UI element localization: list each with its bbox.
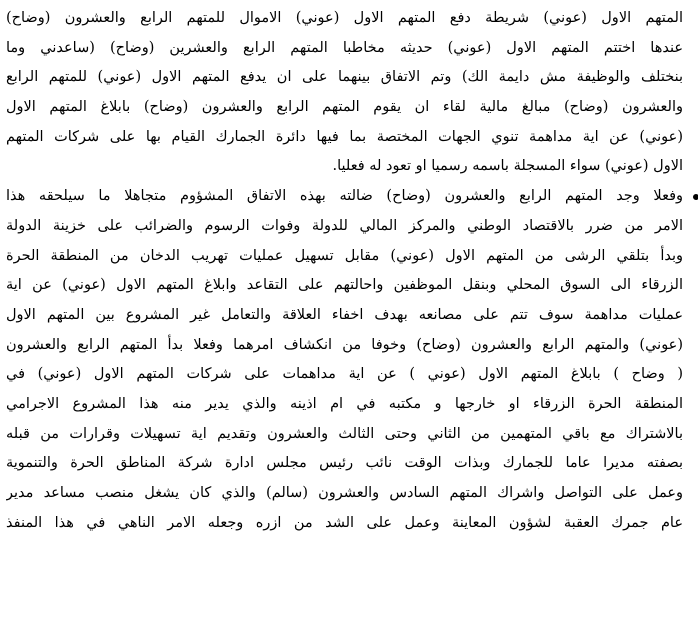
text-line: بنختلف والوظيفة مش دايمة الك) وتم الاتفاق بينهما على ان يدفع المتهم الاول (عوني) للمتهم الرابع: [6, 69, 683, 86]
paragraph-2: [6, 182, 683, 538]
text-line: بالاشتراك مع باقي المتهمين من الثاني وحتى الثالث والعشرون وتقديم اية تسهيلات وقرارات من قبله: [6, 425, 683, 442]
bullet-icon: [693, 194, 698, 200]
text-line: وعمل على التواصل واشراك المتهم السادس والعشرون (سالم) والذي كان يشغل منصب مساعد مدير: [6, 485, 683, 501]
document-body: [6, 4, 683, 538]
text-line: الامر من ضرر بالاقتصاد الوطني والمركز المالي للدولة وفوات الرسوم والضرائب على خزينة الدولة: [6, 217, 683, 234]
text-line: (عوني) عن اية مداهمة تنوي الجهات المختصة بما فيها دائرة الجمارك القيام بها على شركات المتهم: [6, 128, 683, 145]
text-line: عمليات مداهمة سوف تتم على مصانعه بهدف اخفاء العلاقة والتعامل غير المشروع بين المتهم الاول: [6, 306, 683, 323]
text-line: والعشرون (وضاح) مبالغ مالية لقاء ان يقوم المتهم الرابع والعشرون (وضاح) بابلاغ المتهم الاول: [6, 99, 683, 116]
text-line: المنطقة الحرة الزرقاء او خارجها و مكتبه في ام اذينه والذي يدير منه هذا المشروع الاجرامي: [6, 395, 683, 412]
text-line: ( وضاح ) بابلاغ المتهم الاول (عوني ) عن اية مداهمات على شركات المتهم الاول (عوني) في: [6, 366, 683, 383]
text-line: (عوني) والمتهم الرابع والعشرون (وضاح) وخوفا من انكشاف امرهما وفعلا بدأ المتهم الرابع والعشرون: [6, 336, 683, 353]
text-line: الاول (عوني) سواء المسجلة باسمه رسميا او تعود له فعليا.: [332, 158, 683, 175]
text-line: وبدأ بتلقي الرشى من المتهم الاول (عوني) مقابل تسهيل عمليات تهريب الدخان من المنطقة الحرة: [6, 247, 683, 264]
text-line: عندها اختتم المتهم الاول (عوني) حديثه مخاطبا المتهم الرابع والعشرين (وضاح) (ساعدني وما: [6, 39, 683, 56]
bullet-item: [6, 182, 683, 212]
text-line: المتهم الاول (عوني) شريطة دفع المتهم الاول (عوني) الاموال للمتهم الرابع والعشرون (وضاح): [6, 10, 683, 26]
text-line: عام جمرك العقبة لشؤون المعاينة وعمل على الشد من ازره وجعله الامر الناهي في هذا المنفذ: [6, 514, 683, 531]
text-line: الزرقاء الى السوق المحلي وبنقل الموظفين واحالتهم على التقاعد وابلاغ المتهم الاول (عوني) عن اية: [6, 277, 683, 294]
text-line: بصفته مديرا عاما للجمارك وبذات الوقت نائب رئيس مجلس ادارة شركة المناطق الحرة والتنموية: [6, 455, 683, 472]
text-line: وفعلا وجد المتهم الرابع والعشرون (وضاح) ضالته بهذه الاتفاق المشؤوم متجاهلا ما سيلحقه هذا: [6, 188, 683, 205]
paragraph-1: [6, 4, 683, 182]
